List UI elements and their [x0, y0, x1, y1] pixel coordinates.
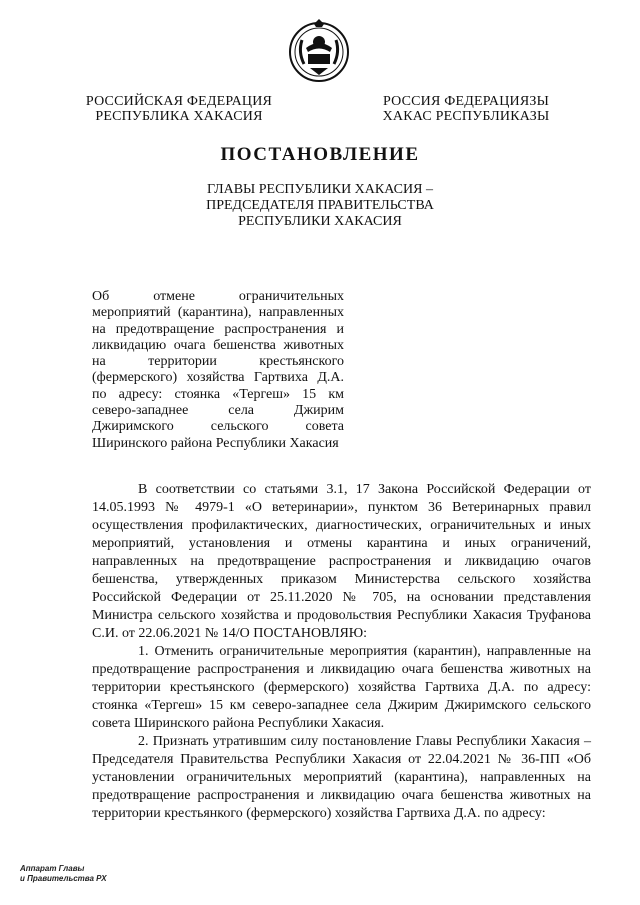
document-subtitle — [0, 182, 640, 230]
item-2-paragraph: 2. Признать утратившим силу постановление Главы Республики Хакасия – Председателя Правительства Республики Хакасия от 22.04.2021 № 36-ПП «Об установлении ограничительных мероприятий (карантина), направленных на предотвращение распространения и ликвидацию очага бешенства животных на территории крестьянкого (фермерского) хозяйства Гартвиха Д.А. по адресу: — [92, 734, 591, 821]
document-title: ПОСТАНОВЛЕНИЕ — [220, 144, 420, 165]
document-subject: Об отмене ограничительных мероприятий (карантина), направленных на предотвращение распространения и ликвидацию очага бешенства животных на территории крестьянского (фермерского) хозяйства Гартвиха Д.А. по адресу: стоянка «Тергеш» 15 км северо-западнее села Джирим Джиримского сельского совета Ширинского района Республики Хакасия — [92, 289, 344, 451]
item-1-paragraph: 1. Отменить ограничительные мероприятия (карантин), направленные на предотвращение распространения и ликвидацию очага бешенства животных на территории крестьянского (фермерского) хозяйства Гартвиха Д.А. по адресу: стоянка «Тергеш» 15 км северо-западнее села Джирим Джиримского сельского совета Ширинского района Республики Хакасия. — [92, 644, 591, 731]
header-left-line1: РОССИЙСКАЯ ФЕДЕРАЦИЯ — [85, 94, 273, 109]
subtitle-line2: ПРЕДСЕДАТЕЛЯ ПРАВИТЕЛЬСТВА — [206, 198, 434, 213]
subtitle-line1: ГЛАВЫ РЕСПУБЛИКИ ХАКАСИЯ – — [207, 182, 433, 197]
footer-stamp — [20, 864, 107, 884]
header-left-line2: РЕСПУБЛИКА ХАКАСИЯ — [95, 109, 263, 124]
footer-line2: и Правительства РХ — [20, 874, 107, 883]
document-body — [92, 481, 591, 823]
header-left — [84, 94, 274, 124]
header-right-line1: РОССИЯ ФЕДЕРАЦИЯЗЫ — [382, 94, 550, 109]
header-right — [376, 94, 556, 124]
header-right-line2: ХАКАС РЕСПУБЛИКАЗЫ — [382, 109, 550, 124]
coat-of-arms-icon — [286, 18, 352, 84]
footer-line1: Аппарат Главы — [20, 864, 85, 873]
subtitle-line3: РЕСПУБЛИКИ ХАКАСИЯ — [238, 214, 402, 229]
preamble-paragraph: В соответствии со статьями 3.1, 17 Закона Российской Федерации от 14.05.1993 № 4979-1 «О ветеринарии», пунктом 36 Ветеринарных правил осуществления профилактических, диагностических, ограничительных и иных мероприятий, установления и отмены карантина и иных ограничений, направленных на предотвращение распространения и ликвидацию очагов бешенства, утвержденных приказом Министерства сельского хозяйства Российской Федерации от 25.11.2020 № 705, на основании представления Министра сельского хозяйства и продовольствия Республики Хакасия Труфанова С.И. от 22.06.2021 № 14/О ПОСТАНОВЛЯЮ: — [92, 482, 591, 641]
